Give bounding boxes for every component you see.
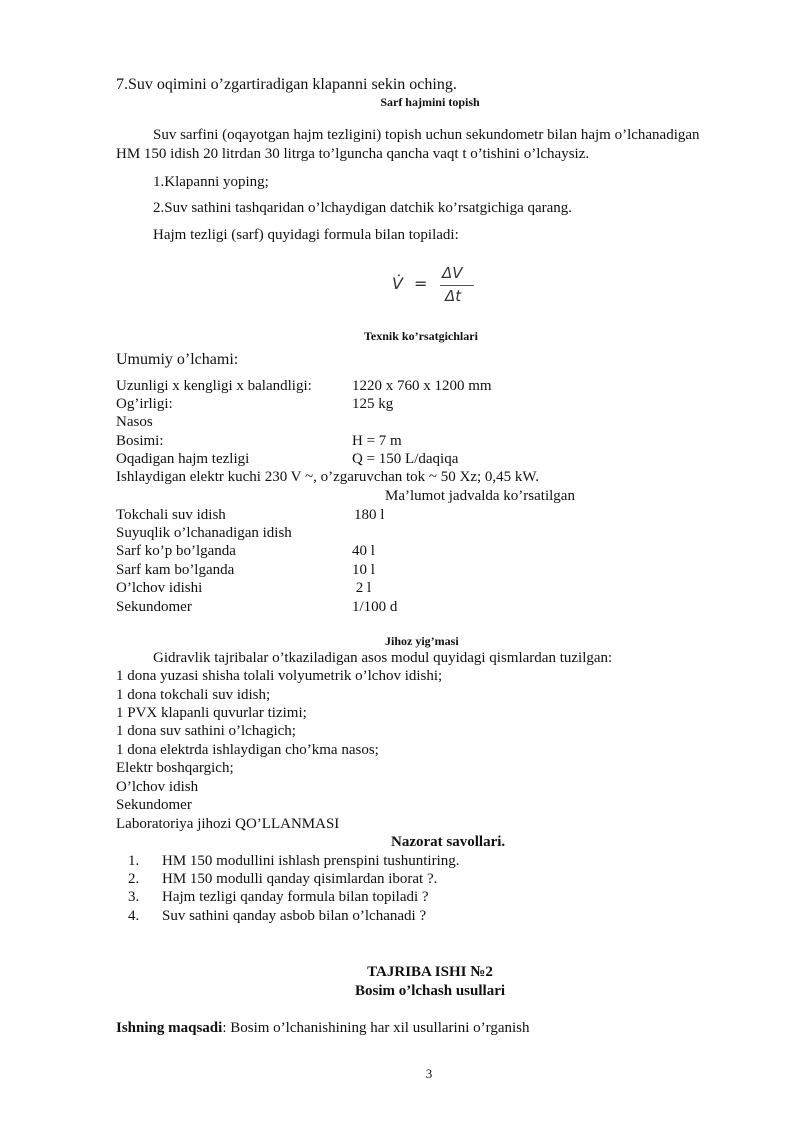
section-title-assembly: Jihoz yig’masi xyxy=(385,634,459,648)
control-questions-title: Nazorat savollari. xyxy=(391,834,506,850)
assembly-item: 1 dona elektrda ishlaydigan cho’kma nasos; xyxy=(116,742,379,758)
spec-value-pressure: H = 7 m xyxy=(352,433,402,449)
section-title-specs: Texnik ko’rsatgichlari xyxy=(364,329,478,343)
question-text: HM 150 modullini ishlash prenspini tushuntiring. xyxy=(162,853,460,869)
spec-value-weight: 125 kg xyxy=(352,396,394,412)
formula-intro: Hajm tezligi (sarf) quyidagi formula bilan topiladi: xyxy=(153,227,459,243)
spec2-value-stopwatch: 1/100 d xyxy=(352,599,398,615)
formula-denominator: Δt xyxy=(445,287,462,305)
flow-paragraph-line1: Suv sarfini (oqayotgan hajm tezligini) topish uchun sekundometr bilan hajm o’lchanadigan xyxy=(153,127,700,143)
formula-lhs: V̇ xyxy=(392,274,403,293)
lab2-subtitle: Bosim o’lchash usullari xyxy=(354,983,506,999)
assembly-item: 1 dona suv sathini o’lchagich; xyxy=(116,723,296,739)
question-number: 1. xyxy=(128,853,140,869)
lab2-goal xyxy=(116,1020,530,1037)
spec2-label-measuring-vessel: O’lchov idishi xyxy=(116,580,203,596)
question-number: 4. xyxy=(128,908,140,924)
spec2-value-tank: 180 l xyxy=(354,507,385,523)
spec2-value-low-flow: 10 l xyxy=(352,562,375,578)
assembly-item: Sekundomer xyxy=(116,797,192,813)
assembly-intro: Gidravlik tajribalar o’tkaziladigan asos modul quyidagi qismlardan tuzilgan: xyxy=(153,650,613,666)
overall-dimensions-label: Umumiy o’lchami: xyxy=(116,351,239,368)
spec2-label-high-flow: Sarf ko’p bo’lganda xyxy=(116,543,236,559)
lab2-title: TAJRIBA ISHI №2 xyxy=(367,964,493,980)
assembly-item: O’lchov idish xyxy=(116,779,199,795)
spec2-value-measuring-vessel: 2 l xyxy=(352,580,372,596)
assembly-item: 1 dona tokchali suv idish; xyxy=(116,687,271,703)
lab2-goal-label: Ishning maqsadi xyxy=(116,1020,223,1036)
spec-value-dimensions: 1220 x 760 x 1200 mm xyxy=(352,378,492,394)
question-text: Hajm tezligi qanday formula bilan topiladi ? xyxy=(162,889,429,905)
intro-step: 7.Suv oqimini o’zgartiradigan klapanni sekin oching. xyxy=(116,76,457,93)
spec-label-pump: Nasos xyxy=(116,414,153,430)
spec-value-flow: Q = 150 L/daqiqa xyxy=(352,451,459,467)
formula-equals: = xyxy=(414,274,428,293)
spec2-label-low-flow: Sarf kam bo’lganda xyxy=(116,562,235,578)
question-number: 3. xyxy=(128,889,140,905)
assembly-item: 1 dona yuzasi shisha tolali volyumetrik o’lchov idishi; xyxy=(116,668,443,684)
assembly-item: Laboratoriya jihozi QO’LLANMASI xyxy=(116,816,340,832)
section-title-flow: Sarf hajmini topish xyxy=(380,95,480,109)
question-number: 2. xyxy=(128,871,140,887)
assembly-item: Elektr boshqargich; xyxy=(116,760,234,776)
formula-numerator: ΔV xyxy=(442,264,463,282)
question-text: Suv sathini qanday asbob bilan o’lchanadi ? xyxy=(162,908,427,924)
spec-label-pressure: Bosimi: xyxy=(116,433,164,449)
formula-fraction-bar xyxy=(440,285,474,286)
flow-step-1: 1.Klapanni yoping; xyxy=(153,174,269,190)
spec-label-weight: Og’irligi: xyxy=(116,396,173,412)
spec2-label-measuring-tank: Suyuqlik o’lchanadigan idish xyxy=(116,525,292,541)
flow-step-2: 2.Suv sathini tashqaridan o’lchaydigan datchik ko’rsatgichiga qarang. xyxy=(153,200,573,216)
question-text: HM 150 modulli qanday qisimlardan iborat ?. xyxy=(162,871,438,887)
page-number: 3 xyxy=(425,1066,433,1081)
assembly-item: 1 PVX klapanli quvurlar tizimi; xyxy=(116,705,307,721)
spec2-label-stopwatch: Sekundomer xyxy=(116,599,192,615)
spec-label-dimensions: Uzunligi x kengligi x balandligi: xyxy=(116,378,312,394)
flow-rate-formula xyxy=(392,264,482,308)
spec2-value-high-flow: 40 l xyxy=(352,543,375,559)
lab2-goal-text: : Bosim o’lchanishining har xil usullarini o’rganish xyxy=(222,1020,530,1036)
spec-label-flow: Oqadigan hajm tezligi xyxy=(116,451,250,467)
spec2-label-tank: Tokchali suv idish xyxy=(116,507,226,523)
flow-paragraph-line2: HM 150 idish 20 litrdan 30 litrga to’lguncha qancha vaqt t o’tishini o’lchaysiz. xyxy=(116,146,590,162)
spec-power: Ishlaydigan elektr kuchi 230 V ~, o’zgaruvchan tok ~ 50 Xz; 0,45 kW. xyxy=(116,469,539,485)
spec-table-note: Ma’lumot jadvalda ko’rsatilgan xyxy=(385,488,575,504)
